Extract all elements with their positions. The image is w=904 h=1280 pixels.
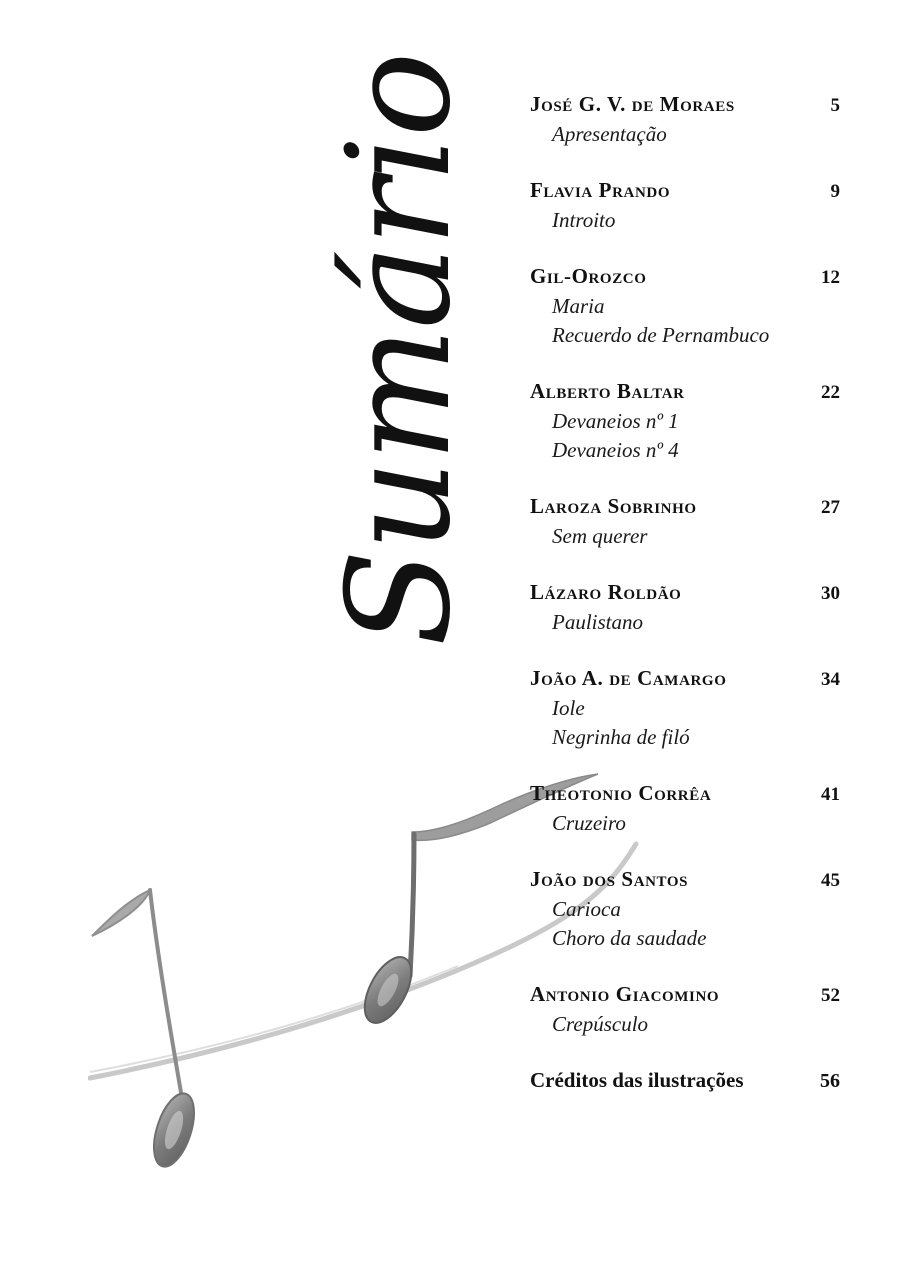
toc-author: Laroza Sobrinho	[530, 494, 697, 518]
toc-entry	[530, 666, 842, 752]
toc-author: Alberto Baltar	[530, 379, 685, 403]
toc-credits-label: Créditos das ilustrações	[530, 1068, 744, 1092]
toc-entry	[530, 781, 842, 838]
page-title: Sumário	[317, 53, 482, 647]
toc-work-title: Apresentação	[552, 122, 667, 146]
toc-author-line	[530, 982, 842, 1010]
toc-entry	[530, 580, 842, 637]
toc-work-title: Paulistano	[552, 610, 644, 634]
toc-entry	[530, 867, 842, 953]
toc-author: João A. de Camargo	[530, 666, 727, 690]
toc-entry	[530, 379, 842, 465]
toc-work-title: Negrinha de filó	[552, 725, 690, 749]
toc-author-line	[530, 494, 842, 522]
toc-author-line	[530, 379, 842, 407]
toc-entry	[530, 178, 842, 235]
title-area	[300, 53, 500, 647]
toc-page-number: 34	[821, 669, 840, 690]
toc-author: João dos Santos	[530, 867, 689, 891]
toc-author: Flavia Prando	[530, 178, 671, 202]
toc-work-title: Cruzeiro	[552, 811, 626, 835]
toc-page-number: 30	[821, 583, 840, 604]
toc-credits-line	[530, 1068, 842, 1096]
toc-author-line	[530, 781, 842, 809]
toc-author-line	[530, 178, 842, 206]
toc-work-title: Recuerdo de Pernambuco	[552, 323, 770, 347]
toc-work-title: Devaneios nº 1	[552, 409, 679, 433]
toc-author-line	[530, 580, 842, 608]
toc-page-number: 45	[821, 870, 840, 891]
toc-work-title: Choro da saudade	[552, 926, 707, 950]
toc-page-number: 22	[821, 382, 840, 403]
toc-entry	[530, 494, 842, 551]
toc-page-number: 5	[830, 95, 840, 116]
toc-page-number: 52	[821, 985, 840, 1006]
toc-author: Theotonio Corrêa	[530, 781, 712, 805]
toc-credits-entry	[530, 1068, 842, 1096]
toc-page-number: 27	[821, 497, 840, 518]
toc-author-line	[530, 666, 842, 694]
toc-work-title: Introito	[552, 208, 616, 232]
toc-work-title: Maria	[552, 294, 605, 318]
toc-author-line	[530, 92, 842, 120]
toc-author-line	[530, 867, 842, 895]
toc-entry	[530, 264, 842, 350]
toc-work-title: Sem querer	[552, 524, 648, 548]
toc-entry	[530, 92, 842, 149]
toc-work-title: Crepúsculo	[552, 1012, 649, 1036]
table-of-contents	[530, 92, 842, 1125]
toc-page-number: 41	[821, 784, 840, 805]
toc-work-title: Carioca	[552, 897, 621, 921]
toc-author: Lázaro Roldão	[530, 580, 682, 604]
toc-page-number: 9	[830, 181, 840, 202]
toc-author: Antonio Giacomino	[530, 982, 720, 1006]
toc-entry	[530, 982, 842, 1039]
toc-author: José G. V. de Moraes	[530, 92, 735, 116]
toc-author: Gil-Orozco	[530, 264, 647, 288]
toc-author-line	[530, 264, 842, 292]
toc-work-title: Devaneios nº 4	[552, 438, 679, 462]
toc-credits-page-number: 56	[820, 1070, 840, 1092]
toc-page-number: 12	[821, 267, 840, 288]
toc-work-title: Iole	[552, 696, 585, 720]
